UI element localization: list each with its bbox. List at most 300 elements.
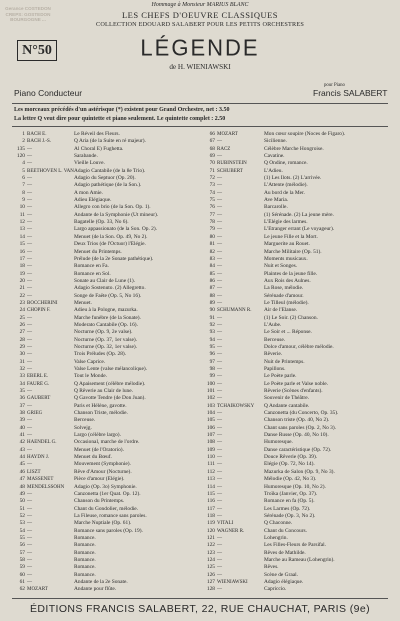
entry-composer: — [217,205,222,211]
catalogue-entry [10,271,204,278]
entry-number: 93 [209,329,215,336]
entry-title: Chanson du Printemps. [74,498,125,505]
catalogue-entry [200,175,394,182]
catalogue-entry [10,403,204,410]
entry-title: Largo appassionato (de la Son. Op. 2). [74,226,157,233]
entry-composer: — [217,477,222,483]
entry-title: Occasional, marche de l'ordre. [74,439,140,446]
entry-number: 120 [206,527,215,534]
catalogue-entry [10,337,204,344]
entry-composer: — [217,499,222,505]
catalogue-entry [200,469,394,476]
catalogue-entry [10,498,204,505]
entry-title: (1) Le Soir. (2) Chanson. [264,314,318,321]
entry-title: Menuet du Bœuf. [74,454,112,461]
catalogue-entry [200,557,394,564]
entry-composer: — [27,227,32,233]
entry-composer: — [217,550,222,556]
entry-title: Songe de Faëte (Op. 5, No 16). [74,292,142,299]
catalogue-entry [10,572,204,579]
entry-number: 35 [19,388,25,395]
entry-composer: — [217,572,222,578]
entry-title: Romance. [74,556,96,563]
entry-composer: — [217,139,222,145]
entry-title: A mon Amie. [74,189,103,196]
entry-title: Paris et Hélène, gavotte. [74,402,127,409]
entry-number: 108 [206,439,215,446]
entry-title: Adieu à la Pologne, mazurka. [74,307,138,314]
entry-composer: VITALI [217,521,234,527]
entry-title: Les Larmes (Op. 72). [264,505,311,512]
entry-composer: GRIEG [27,411,43,417]
entry-composer: — [27,579,32,585]
entry-composer: — [27,205,32,211]
entry-title: Rêverie (Scènes d'enfants). [264,388,323,395]
entry-number: 45 [19,461,25,468]
entry-number: 116 [207,498,215,505]
entry-number: 81 [209,241,215,248]
entry-number: 46 [19,468,25,475]
entry-title: Mon cœur soupire (Noces de Figaro). [264,131,346,137]
entry-title: Marguerite au Rouet. [264,241,310,248]
catalogue-entry [200,256,394,263]
entry-title: Marche funèbre (de la Sonate). [74,314,141,321]
entry-title: L'Attente (mélodie). [264,182,308,189]
catalogue-entry [10,520,204,527]
entry-composer: — [217,367,222,372]
entry-composer: — [217,374,222,380]
entry-title: Adagio Cantabile (de la 8e Trio). [74,167,146,174]
entry-number: 76 [209,204,215,211]
catalogue-entry [200,506,394,513]
entry-composer: CHOPIN F. [27,308,51,314]
entry-number: 106 [206,424,215,431]
entry-number: 21 [19,285,25,292]
entry-composer: — [217,418,222,424]
entry-number: 58 [19,556,25,563]
catalogue-entry [200,131,394,138]
catalogue-entry [200,381,394,388]
entry-title: Mouvement (Symphonie). [74,461,131,468]
catalogue-entry [10,293,204,300]
entry-number: 52 [19,512,25,519]
entry-title: Ave Maria. [264,197,289,204]
entry-number: 7 [22,182,25,189]
entry-composer: — [217,447,222,453]
catalogue-entry [200,153,394,160]
entry-composer: BOCCHERINI [27,300,58,306]
catalogue-entry [200,219,394,226]
entry-composer: SCHUMANN R. [217,308,252,314]
catalogue-entry [200,329,394,336]
entry-composer: — [27,513,32,519]
entry-title: Sonate au Clair de Lune (1). [74,277,136,284]
catalogue-entry [200,484,394,491]
entry-composer: GAUBERT [27,396,51,402]
entry-number: 107 [206,432,215,439]
entry-title: Vieille Louve. [74,160,105,167]
entry-title: L'Élégie des larmes. [264,219,308,226]
entry-number: 114 [207,483,215,490]
quintet-note: La lettre Q veut dire pour quintette et piano seulement. Le quintette complet : 2.50 [14,116,226,122]
entry-title: Le jeune Fille et la Mort. [264,233,318,240]
catalogue-entry [200,586,394,593]
entry-composer: — [217,359,222,365]
entry-composer: — [217,198,222,204]
entry-title: Danse Russe (Op. 40, No 10). [264,432,329,439]
entry-title: Q Ondine, romance. [264,160,308,167]
entry-number: 22 [19,292,25,299]
catalogue-entry [200,432,394,439]
entry-title: Plaintes de la jeune fille. [264,270,318,277]
entry-title: Andante de la 2e Sonate. [74,578,128,585]
entry-title: Romance. [74,534,96,541]
catalogue-entry [200,417,394,424]
entry-composer: — [217,433,222,439]
entry-title: Q Chaconne. [264,520,293,527]
entry-number: 92 [209,321,215,328]
catalogue-entry [10,447,204,454]
entry-title: Chant du Concours. [264,527,307,534]
entry-number: 41 [19,432,25,439]
entry-number: 122 [206,542,215,549]
entry-title: Berceuse. [264,336,286,343]
entry-composer: TCHAIKOWSKY [217,403,255,409]
entry-title: Le Poète parle et Valse noble. [264,380,328,387]
entry-number: 14 [19,233,25,240]
entry-composer: — [27,212,32,218]
entry-number: 102 [206,395,215,402]
catalogue-entry [10,417,204,424]
entry-title: Chant sans paroles (Op. 2, No 3). [264,424,337,431]
entry-composer: WAGNER R. [217,528,245,534]
entry-composer: — [27,256,32,262]
entry-composer: — [217,234,222,240]
entry-title: Deux Trios (de l'Octuor) l'Élégie. [74,241,146,248]
catalogue-entry [10,219,204,226]
catalogue-entry [200,307,394,314]
orchestra-note: Les morceaux précédés d'un astérisque (*) existent pour Grand Orchestre, net : 3.50 [14,107,230,113]
entry-composer: — [27,183,32,189]
entry-number: 15 [19,241,25,248]
entry-title: Andante pour flûte. [74,586,117,593]
entry-composer: — [217,190,222,196]
entry-title: Romance. [74,571,96,578]
entry-composer: — [217,565,222,571]
part-label: Piano Conducteur [14,88,83,98]
entry-title: Al Choral E) Fughetta. [74,145,124,152]
entry-title: Le Poète parle. [264,373,297,380]
entry-number: 100 [206,380,215,387]
entry-number: 119 [207,520,215,527]
catalogue-entry [10,395,204,402]
catalogue-entry [10,484,204,491]
entry-number: 6 [22,175,25,182]
entry-number: 113 [207,476,215,483]
stamp-line: Gerance COSTEDON [5,6,51,11]
entry-title: Adagio élégiaque. [264,578,304,585]
catalogue-entry [200,425,394,432]
entry-title: Romance en Sol. [74,270,111,277]
entry-number: 128 [206,586,215,593]
entry-title: Rêverie. [264,351,283,358]
entry-number: 67 [209,138,215,145]
catalogue-entry [200,160,394,167]
catalogue-entry [200,359,394,366]
entry-title: Les Filles-Fleurs de Parsifal. [264,542,326,549]
entry-composer: — [27,418,32,424]
entry-number: 127 [206,578,215,585]
entry-composer: — [27,572,32,578]
catalogue-entry [10,359,204,366]
entry-title: Humoresque (Op. 10, No 2). [264,483,326,490]
entry-number: 48 [19,483,25,490]
entry-number: 97 [209,358,215,365]
catalogue-entry [10,454,204,461]
catalogue-entry [10,249,204,256]
catalogue-entry [200,498,394,505]
entry-title: Q Gavotte Tendre (de Don Juan). [74,395,146,402]
entry-composer: SCHUBERT [217,168,243,174]
entry-title: Douce Rêverie (Op. 39). [264,454,318,461]
entry-title: Nuit de Printemps. [264,358,305,365]
catalogue-entry [200,513,394,520]
entry-number: 109 [206,446,215,453]
publisher-address: ÉDITIONS FRANCIS SALABERT, 22, RUE CHAUCHAT, PARIS (9e) [30,603,370,615]
catalogue-entry [10,138,204,145]
catalogue-entry [200,351,394,358]
entry-composer: WIENIAWSKI [217,579,248,585]
entry-number: 36 [19,395,25,402]
entry-title: Marche Militaire (Op. 51). [264,248,322,255]
catalogue-entry [200,366,394,373]
entry-number: 44 [19,454,25,461]
catalogue-entry [10,586,204,593]
entry-title: L'Adieu. [264,167,283,174]
catalogue-entry [10,315,204,322]
entry-title: Menuet du Printemps. [74,248,122,255]
entry-composer: — [217,220,222,226]
entry-composer: — [27,389,32,395]
entry-number: 86 [209,277,215,284]
entry-number: 19 [19,270,25,277]
entry-number: 95 [209,343,215,350]
entry-number: 104 [206,410,215,417]
catalogue-entry [200,528,394,535]
entry-title: (1) Les Ilots. (2) L'arrivée. [264,175,322,182]
entry-number: 31 [19,358,25,365]
entry-number: 20 [19,277,25,284]
entry-composer: — [217,344,222,350]
entry-title: Canzonetta (du Concerto, Op. 35). [264,410,339,417]
entry-composer: — [27,499,32,505]
entry-number: 99 [209,373,215,380]
entry-title: Nuit et Songes. [264,263,298,270]
entry-number: 40 [19,424,25,431]
catalogue-entry [10,322,204,329]
catalogue-left-column [10,131,204,594]
entry-composer: — [217,337,222,343]
entry-composer: — [217,352,222,358]
entry-number: 28 [19,336,25,343]
catalogue-entry [10,373,204,380]
entry-number: 39 [19,417,25,424]
entry-composer: — [217,411,222,417]
entry-title: Bagatelle (Op. 33, No 6). [74,219,129,226]
entry-title: La Rose, mélodie. [264,285,304,292]
entry-composer: BACH E. [27,132,47,137]
catalogue-entry [10,300,204,307]
entry-number: 10 [19,204,25,211]
catalogue-entry [200,182,394,189]
entry-number: 29 [19,343,25,350]
catalogue-entry [10,432,204,439]
catalogue-entry [10,366,204,373]
entry-number: 32 [19,366,25,372]
entry-composer: — [27,344,32,350]
entry-number: 125 [206,564,215,571]
entry-composer: — [27,271,32,277]
catalogue-entry [200,278,394,285]
entry-title: Sicilienne. [264,138,287,145]
entry-composer: — [217,293,222,299]
entry-number: 115 [207,490,215,497]
entry-title: Chant du Gondolier, mélodie. [74,505,139,512]
catalogue-entry [10,564,204,571]
entry-number: 103 [206,402,215,409]
catalogue-entry [10,131,204,138]
catalogue-entry [200,572,394,579]
entry-number: 110 [207,454,215,461]
entry-number: 120 [16,153,25,160]
catalogue-entry [200,168,394,175]
entry-title: Adagio pathétique (de la Son.). [74,182,142,189]
entry-composer: — [217,286,222,292]
catalogue-entry [10,329,204,336]
entry-title: Menuet (de la Son. Op. 49, No 2). [74,233,148,240]
entry-composer: — [27,278,32,284]
entry-title: Nocturne (Op. 32, 1er valse). [74,343,138,350]
entry-number: 91 [209,314,215,321]
catalogue-entry [200,271,394,278]
entry-composer: — [217,455,222,461]
entry-number: 111 [207,461,215,468]
entry-composer: — [27,315,32,321]
entry-title: Danse caractéristique (Op. 72). [264,446,332,453]
entry-composer: — [27,535,32,541]
catalogue-entry [10,528,204,535]
entry-composer: — [217,315,222,321]
entry-number: 82 [209,248,215,255]
entry-composer: — [27,322,32,328]
entry-title: Menuet (de l'Oratorio). [74,446,124,453]
entry-composer: — [27,154,32,160]
entry-title: Mazurka de Salon (Op. 9, No 3). [264,468,335,475]
entry-number: 17 [19,255,25,262]
catalogue-entry [10,278,204,285]
catalogue-entry [10,153,204,160]
entry-number: 78 [209,219,215,226]
catalogue-right-column [200,131,394,594]
entry-number: 94 [209,336,215,343]
entry-title: Solvejg. [74,424,92,431]
entry-title: Berceuse. [74,417,96,424]
catalogue-entry [200,476,394,483]
catalogue-entry [200,373,394,380]
entry-composer: — [217,462,222,468]
entry-composer: — [217,506,222,512]
catalogue-entry [200,410,394,417]
catalogue-entry [10,550,204,557]
entry-number: 8 [22,189,25,196]
entry-title: L'Aube. [264,321,282,328]
catalogue-entry [200,190,394,197]
piece-title: LÉGENDE [140,34,260,61]
entry-title: Mélodie (Op. 42, No 3). [264,476,317,483]
entry-number: 56 [19,542,25,549]
entry-title: Barcarolle. [264,204,288,211]
entry-number: 24 [19,307,25,314]
catalogue-entry [200,234,394,241]
dedication: Hommage à Monsieur MARIUS BLANC [151,2,249,8]
entry-composer: MOZART [217,132,238,137]
entry-number: 87 [209,285,215,292]
catalogue-entry [10,182,204,189]
catalogue-entry [200,226,394,233]
entry-composer: — [27,550,32,556]
catalogue-entry [10,491,204,498]
entry-title: Valse Lente (valse mélancolique). [74,366,148,372]
entry-number: 26 [19,321,25,328]
entry-number: 118 [207,512,215,519]
entry-composer: LISZT [27,469,41,475]
entry-number: 50 [19,498,25,505]
entry-composer: — [217,256,222,262]
catalogue-entry [10,469,204,476]
catalogue-entry [200,439,394,446]
entry-number: 73 [209,182,215,189]
catalogue-entry [200,285,394,292]
catalogue-entry [200,344,394,351]
catalogue-entry [200,204,394,211]
catalogue-entry [10,285,204,292]
entry-title: Q Aria (de la Suite en ré majeur). [74,138,146,145]
arranger: Francis SALABERT [313,88,388,98]
catalogue-entry [10,204,204,211]
catalogue-entry [200,138,394,145]
entry-composer: MASSENET [27,477,54,483]
entry-composer: — [27,176,32,182]
entry-title: Nocturne (Op. 37, 1er valse). [74,336,138,343]
catalogue-entry [200,461,394,468]
catalogue-entry [10,160,204,167]
entry-title: Souvenir de Théâtre. [264,395,309,402]
entry-title: Adagio (Op. 3o) Symphonie. [74,483,137,490]
entry-composer: — [27,293,32,299]
catalogue-entry [200,520,394,527]
entry-composer: — [217,440,222,446]
entry-number: 9 [22,197,25,204]
catalogue-entry [200,564,394,571]
entry-composer: RUBINSTEIN [217,161,247,167]
entry-title: Q Rêverie au Clair de lune. [74,388,133,395]
entry-title: Sarabande. [74,153,98,160]
entry-composer: — [217,278,222,284]
entry-number: 69 [209,153,215,160]
catalogue-entry [10,351,204,358]
catalogue-entry [10,513,204,520]
entry-title: Menuet. [74,299,92,306]
